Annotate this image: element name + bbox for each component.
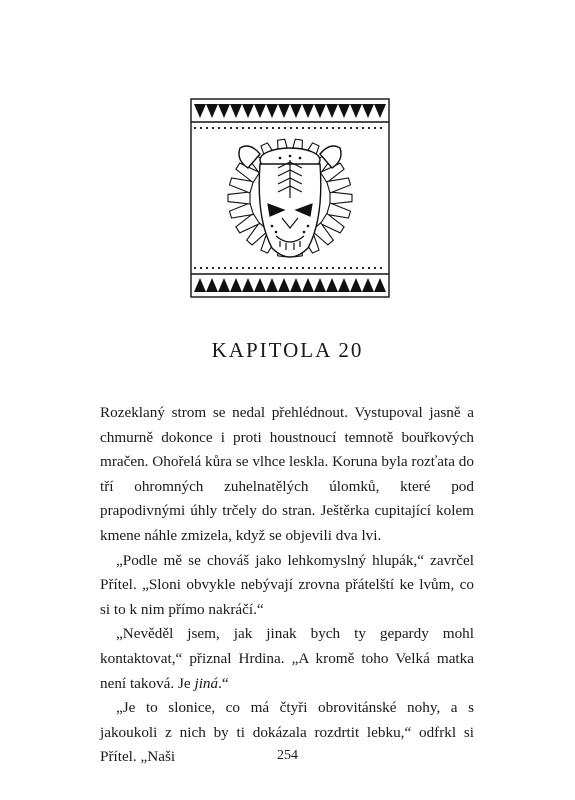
- paragraph-text: „Nevěděl jsem, jak jinak bych ty gepardy mohl kontaktovat,“ přiznal Hrdina. „A kromě toho Velká matka není taková. Je: [100, 625, 474, 692]
- chapter-ornament: [190, 98, 390, 298]
- paragraph: „Je to slonice, co má čtyři obrovitánské nohy, a s jakoukoli z nich by ti dokázala rozdrtit lebku,“ odfrkl si Přítel. „Naši: [100, 699, 474, 766]
- paragraph: [100, 622, 474, 696]
- emphasis-text: jiná: [194, 674, 219, 692]
- chapter-title: KAPITOLA 20: [211, 338, 364, 362]
- page-number: 254: [277, 748, 298, 763]
- tribal-mask-icon: [190, 98, 390, 298]
- paragraph-text: .“: [218, 674, 229, 692]
- paragraph: Rozeklaný strom se nedal přehlédnout. Vystupoval jasně a chmurně dokonce i proti houstnoucí temnotě bouřkových mračen. Ohořelá kůra se vlhce leskla. Koruna byla rozťata do tří ohromných zuhelnatělých úlomků, které pod prapodivnými úhly trčely do stran. Ještěrka cupitající kolem kmene náhle zmizela, když se objevili dva lvi.: [100, 404, 474, 544]
- body-text: [100, 401, 474, 770]
- paragraph: „Podle mě se chováš jako lehkomyslný hlupák,“ zavrčel Přítel. „Sloni obvykle nebývají zrovna přátelští ke lvům, co si to k nim přímo nakráčí.“: [100, 551, 474, 618]
